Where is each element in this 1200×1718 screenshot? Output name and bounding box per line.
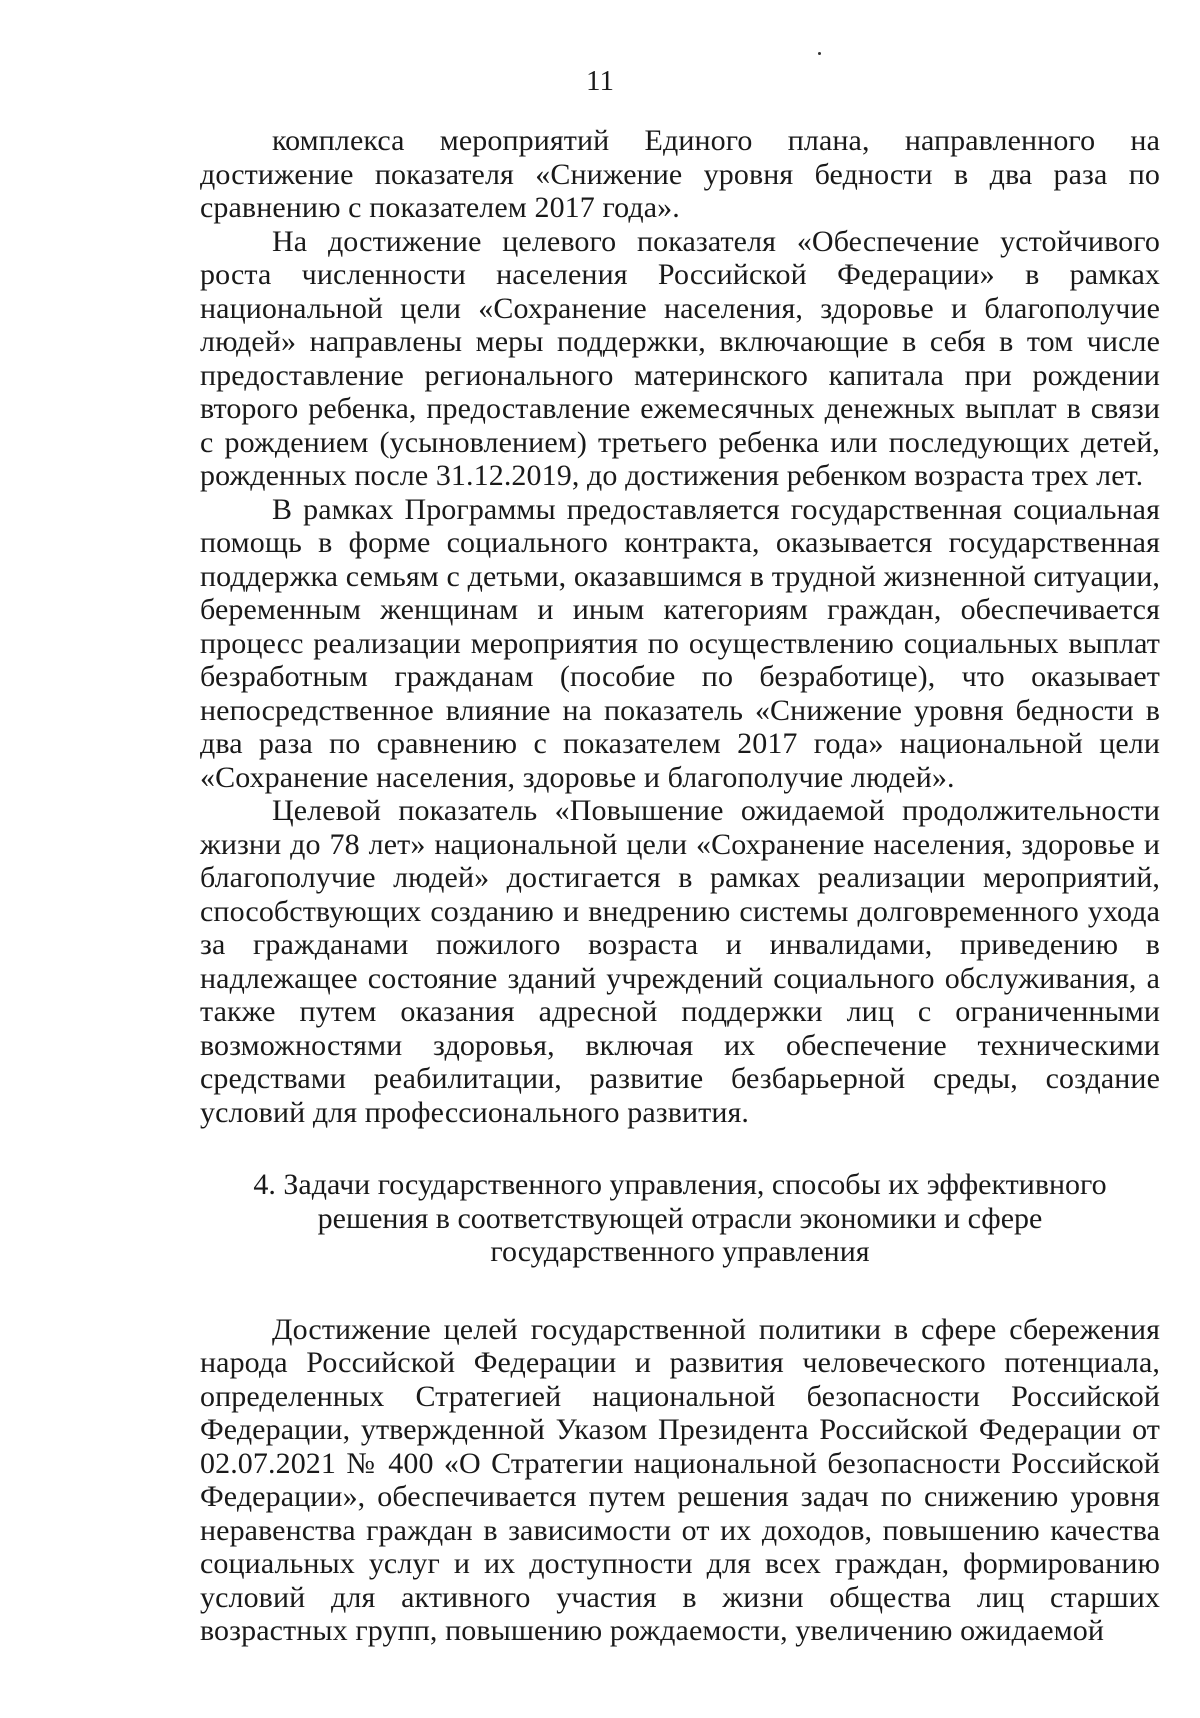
scan-speck (818, 52, 821, 55)
section-heading-line-2: решения в соответствующей отрасли экономики и сфере (317, 1201, 1043, 1235)
paragraph-social-assistance: В рамках Программы предоставляется государственная социальная помощь в форме социального контракта, оказывается государственная поддержка семьям с детьми, оказавшимся в трудной жизненной ситуации, беременным женщинам и иным категориям граждан, обеспечивается процесс реализации мероприятия по осуществлению социальных выплат безработным гражданам (пособие по безработице), что оказывает непосредственное влияние на показатель «Снижение уровня бедности в два раза по сравнению с показателем 2017 года» национальной цели «Сохранение населения, здоровье и благополучие людей». (200, 492, 1160, 794)
paragraph-strategy-goals: Достижение целей государственной политики в сфере сбережения народа Российской Федерации и развития человеческого потенциала, определенных Стратегией национальной безопасности Российской Федерации, утвержденной Указом Президента Российской Федерации от 02.07.2021 № 400 «О Стратегии национальной безопасности Российской Федерации», обеспечивается путем решения задач по снижению уровня неравенства граждан в зависимости от их доходов, повышению качества социальных услуг и их доступности для всех граждан, формированию условий для активного участия в жизни общества лиц старших возрастных групп, повышению рождаемости, увеличению ожидаемой (200, 1312, 1160, 1647)
page-number: 11 (586, 65, 614, 97)
section-heading (200, 1168, 1160, 1269)
paragraph-continuation: комплекса мероприятий Единого плана, направленного на достижение показателя «Снижение уровня бедности в два раза по сравнению с показателем 2017 года». (200, 124, 1160, 224)
document-body (200, 124, 1160, 1648)
section-heading-line-3: государственного управления (490, 1235, 870, 1268)
section-heading-line-1: 4. Задачи государственного управления, способы их эффективного (253, 1168, 1107, 1201)
paragraph-population-growth: На достижение целевого показателя «Обеспечение устойчивого роста численности населения Российской Федерации» в рамках национальной цели «Сохранение населения, здоровье и благополучие людей» направлены меры поддержки, включающие в себя в том числе предоставление регионального материнского капитала при рождении второго ребенка, предоставление ежемесячных денежных выплат в связи с рождением (усыновлением) третьего ребенка или последующих детей, рожденных после 31.12.2019, до достижения ребенком возраста трех лет. (200, 224, 1160, 492)
paragraph-life-expectancy: Целевой показатель «Повышение ожидаемой продолжительности жизни до 78 лет» национальной цели «Сохранение населения, здоровье и благополучие людей» достигается в рамках реализации мероприятий, способствующих созданию и внедрению системы долговременного ухода за гражданами пожилого возраста и инвалидами, приведению в надлежащее состояние зданий учреждений социального обслуживания, а также путем оказания адресной поддержки лиц с ограниченными возможностями здоровья, включая их обеспечение техническими средствами реабилитации, развитие безбарьерной среды, создание условий для профессионального развития. (200, 794, 1160, 1129)
